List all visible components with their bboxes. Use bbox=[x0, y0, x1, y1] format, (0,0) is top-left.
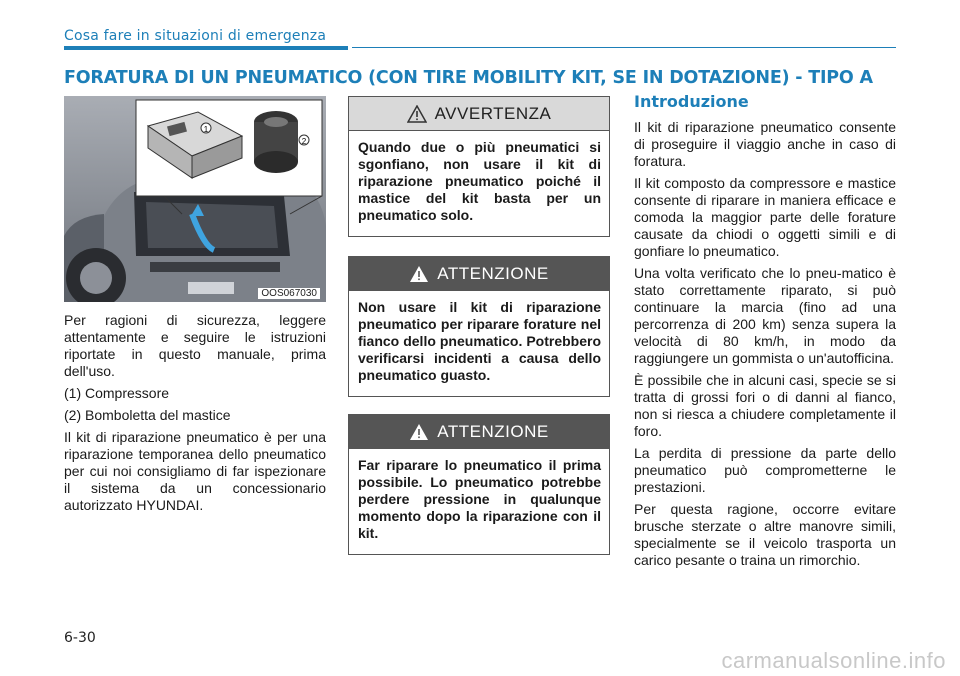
callout-1: 1 bbox=[203, 125, 209, 134]
warning-label: AVVERTENZA bbox=[434, 103, 552, 123]
paragraph: È possibile che in alcuni casi, specie se si tratta di grossi fori o di danni al fianco, non si riesca a chiudere completamente il foro. bbox=[634, 372, 896, 439]
caution-box-header bbox=[349, 257, 609, 291]
list-item-sealant: (2) Bomboletta del mastice bbox=[64, 407, 231, 423]
header-rule-thick bbox=[64, 46, 348, 50]
caution-box-header bbox=[349, 415, 609, 449]
page-title: FORATURA DI UN PNEUMATICO (CON TIRE MOBILITY KIT, SE IN DOTAZIONE) - TIPO A bbox=[64, 68, 873, 88]
left-column bbox=[64, 96, 326, 519]
page-number: 6-30 bbox=[64, 630, 96, 646]
caution-triangle-icon bbox=[409, 423, 429, 441]
caution-text: Non usare il kit di riparazione pneumatico per riparare forature nel fianco dello pneumatico. Potrebbero verificarsi incidenti a causa dello pneumatico guasto. bbox=[358, 299, 601, 383]
list-item-compressor: (1) Compressore bbox=[64, 385, 170, 401]
warning-triangle-icon bbox=[407, 105, 427, 123]
watermark: carmanualsonline.info bbox=[721, 648, 946, 673]
caution-text: Far riparare lo pneumatico il prima possibile. Lo pneumatico potrebbe perdere pressione in qualunque momento dopo la riparazione con il kit. bbox=[358, 457, 601, 541]
paragraph: Per ragioni di sicurezza, leggere attentamente e seguire le istruzioni riportate in questo manuale, prima dell'uso. bbox=[64, 312, 326, 379]
paragraph: Il kit di riparazione pneumatico è per una riparazione temporanea dello pneumatico per cui noi consigliamo di far ispezionare il sistema da un concessionario autorizzato HYUNDAI. bbox=[64, 429, 326, 513]
paragraph: Il kit composto da compressore e mastice consente di riparare in maniera efficace e comoda la maggior parte delle forature causate da chiodi o oggetti simili e di gonfiare lo pneumatico. bbox=[634, 175, 896, 259]
warning-box-header bbox=[349, 97, 609, 131]
tire-kit-illustration bbox=[64, 96, 326, 302]
section-header: Cosa fare in situazioni di emergenza bbox=[64, 28, 327, 44]
caution-triangle-icon bbox=[409, 265, 429, 283]
car-trunk-illustration bbox=[64, 96, 326, 302]
right-column bbox=[634, 92, 896, 574]
right-body-text bbox=[634, 119, 896, 569]
left-body-text bbox=[64, 312, 326, 514]
figure-code: OOS067030 bbox=[258, 288, 320, 299]
section-heading: Introduzione bbox=[634, 92, 749, 111]
paragraph: Per questa ragione, occorre evitare brusche sterzate o altre manovre simili, specialmente se il veicolo trasporta un carico pesante o traina un rimorchio. bbox=[634, 501, 896, 568]
paragraph: La perdita di pressione da parte dello pneumatico può comprometterne le prestazioni. bbox=[634, 445, 896, 495]
caution-box bbox=[348, 414, 610, 555]
warning-text: Quando due o più pneumatici si sgonfiano, non usare il kit di riparazione pneumatico poiché il mastice del kit basta per un pneumatico solo. bbox=[358, 139, 601, 223]
caution-box bbox=[348, 256, 610, 397]
caution-label: ATTENZIONE bbox=[437, 263, 549, 283]
warning-box bbox=[348, 96, 610, 237]
paragraph: Una volta verificato che lo pneu-matico è stato correttamente riparato, si può continuare la marcia (fino ad una percorrenza di 200 km) senza supera la velocità di 80 km/h, in modo da raggiungere un gommista o un'autofficina. bbox=[634, 265, 896, 366]
header-rule-thin bbox=[352, 47, 896, 48]
paragraph: Il kit di riparazione pneumatico consente di proseguire il viaggio anche in caso di foratura. bbox=[634, 119, 896, 169]
caution-label: ATTENZIONE bbox=[437, 421, 549, 441]
callout-2: 2 bbox=[301, 137, 307, 146]
